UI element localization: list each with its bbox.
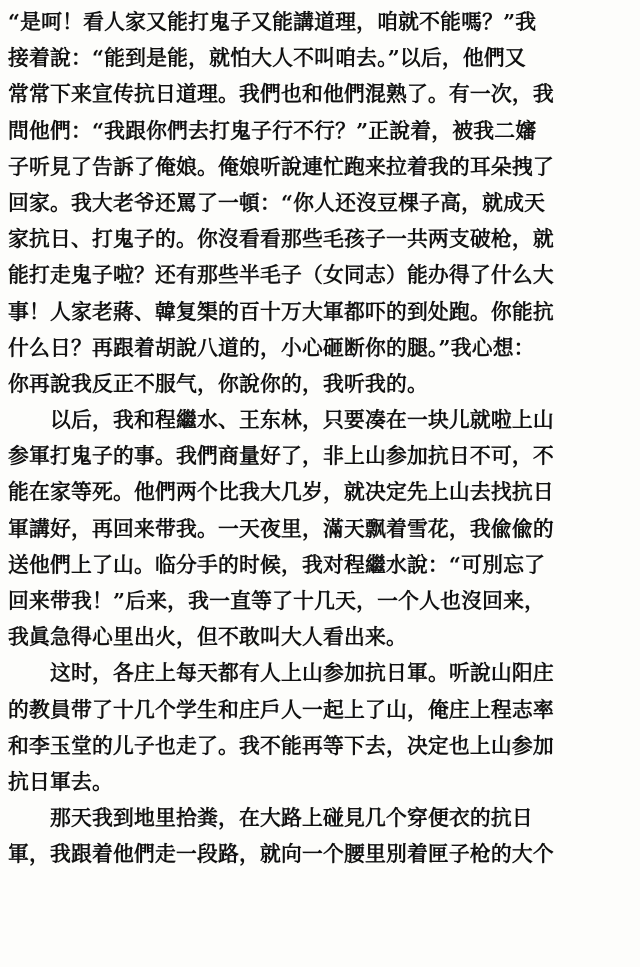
text-line: 回家。我大老爷还罵了一頓：“你人还沒豆棵子高，就成天: [8, 189, 546, 215]
document-body: [8, 4, 636, 873]
text-line: 軍講好，再回来带我。一天夜里，滿天飘着雪花，我偸偸的: [8, 515, 554, 541]
text-line: 的教員带了十几个学生和庄戶人一起上了山，俺庄上程志率: [8, 696, 554, 722]
paragraph-first-line: 以后，我和程繼水、王东林，只要凑在一块儿就啦上山: [50, 407, 554, 433]
paragraph-first-line: 这时，各庄上每天都有人上山参加抗日軍。听說山阳庄: [50, 660, 554, 686]
text-line: 什么日？再跟着胡說八道的，小心砸断你的腿。”我心想：: [8, 334, 535, 360]
text-line: 事！人家老蔣、韓复榘的百十万大軍都吓的到处跑。你能抗: [8, 298, 554, 324]
text-line: 回来带我！”后来，我一直等了十几天，一个人也沒回来，: [8, 588, 546, 613]
text-line: 接着說：“能到是能，就怕大人不叫咱去。”以后，他們又: [8, 45, 526, 71]
text-line: 我眞急得心里出火，但不敢叫大人看出来。: [8, 624, 407, 650]
text-line: 参軍打鬼子的事。我們商量好了，非上山参加抗日不可，不: [8, 443, 554, 469]
text-line: 抗日軍去。: [8, 768, 113, 794]
text-line: 問他們：“我跟你們去打鬼子行不行？”正說着，被我二嬸: [8, 117, 537, 143]
paragraph-first-line: 那天我到地里拾粪，在大路上碰見几个穿便衣的抗日: [50, 805, 533, 831]
text-line: 常常下来宣传抗日道理。我們也和他們混熟了。有一次，我: [8, 81, 554, 107]
text-line: “是呵！看人家又能打鬼子又能講道理，咱就不能嗎？”我: [8, 9, 537, 34]
text-line: 軍，我跟着他們走一段路，就向一个腰里別着匣子枪的大个: [8, 841, 554, 867]
text-line: 子听見了告訴了俺娘。俺娘听說連忙跑来拉着我的耳朵拽了: [8, 153, 554, 179]
text-line: 能打走鬼子啦？还有那些半毛子（女同志）能办得了什么大: [8, 262, 554, 288]
text-line: 和李玉堂的儿子也走了。我不能再等下去，决定也上山参加: [8, 732, 554, 758]
text-line: 能在家等死。他們两个比我大几岁，就决定先上山去找抗日: [8, 479, 554, 505]
text-line: 你再說我反正不服气，你說你的，我听我的。: [8, 370, 428, 396]
text-line: 送他們上了山。临分手的时候，我对程繼水說：“可別忘了: [8, 551, 546, 577]
text-line: 家抗日、打鬼子的。你沒看看那些毛孩子一共两支破枪，就: [8, 226, 554, 252]
